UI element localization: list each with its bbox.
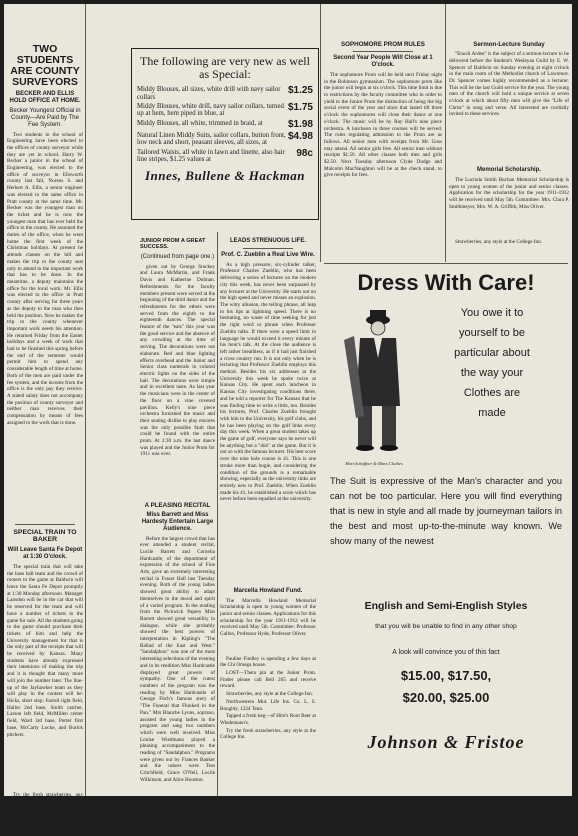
ad-note: that you will be unable to find in any other shop <box>375 623 517 630</box>
ad-store-name: Johnson & Fristoe <box>367 732 525 752</box>
article-title: Memorial Scholarship. <box>476 167 542 174</box>
article-title: A PLEASING RECITAL <box>144 501 211 509</box>
article-body: As a high pressure, six-cylinder talker, Professor Charles Zueblin, who has been delivering a series of lectures on the modern city this week, has never been surpassed by any lecturer at the University. He starts out on the high speed and never misses an explosion. The witty allusion, the telling phrase, all leap to his lips at lightning speed. There is no hesitating, no waste of time seeking for just the right word or phrase when Professor Zueblin talks. If there were a speed limit in language he would exceed it every minute of his hour's talk. At the close the audience is left rather breathless, as if it had just finished a cross country run. It is not only when he is lecturing that Professor Zueblin employs this method. Besides his six addresses at the University this week he spoke twice at Kansas City. He spent each luncheon in Kansas City investigating conditions there, and he told a reporter for The Kansan that he was finding time to write a little, too. Besides his lectures, Prof. Charles Zueblin brought with him to the University, his golf clubs, and he has been playing on the golf links every day this week. When a great student takes up the game of golf, everyone says he never will be anything but a "dub" at the game. But it is not so with the famous lecturer. His best score over the nine hole course is 41. This is one stroke more than bogie, and considering the condition of the grounds is a remarkable showing, especially as the university links are entirely new to Prof. Zueblin. When Zueblin made his 41, he established a score which has never before been equalled at the university. <box>220 261 316 503</box>
ad-headline: Dress With Care! <box>357 270 535 295</box>
article-title: Sermon-Lecture Sunday <box>473 41 545 48</box>
divider <box>243 248 293 249</box>
ad-dress-with-care <box>324 263 568 794</box>
filler-ad: Strawberries, any style at the College Inn. <box>455 239 543 246</box>
divider <box>353 51 413 52</box>
article-body: given out by George Stuckey and Laura McMartin, and Frank Davis and Katherine Dolman. Refreshments for the faculty members present were served at the beginning of the third dance and the refreshments for the others were served from the eighth to the eighteenth dances. The special feature of the "eats" this year was the good service and the absence of any crowding at the time of serving. The decorations were not elaborate. Red and blue lighting effects overhead and the Junior and Senior class numerals in colored electric lights on the sides of the hall. The decorations were simple and in excellent taste. As last year the musicians were in the center of the floor on a vine covered pavilion. Kelly's nine piece orchestra furnished the music and their seating dislike to play encores was the only possible fault that could be found with the entire prom. At 2:30 a.m. the last dance was played and the Junior Prom for 1911 was over. <box>140 263 215 458</box>
newspaper-page <box>4 4 572 805</box>
ad-price: 98c <box>296 147 313 159</box>
ad-item: Middy Blouses, white drill, navy sailor collars, turned up at hem, hem piped in blue, at <box>137 103 284 118</box>
column-zueblin <box>220 235 316 795</box>
ad-price: $4.98 <box>287 130 313 142</box>
ad-prices: $20.00, $25.00 <box>402 690 490 705</box>
article-body: "Enoch Arden" is the subject of a sermon-lecture to be delivered before the Student's Wesleyan Guild by E. W. Spencer of Baldwin on Sunday evening at eight o'clock in the main room of the Methodist church of Lawrence. Dr. Spencer comes highly recommended as a lecturer. This will be the last Guild service for the year. The young men of the church will hold a unique service at seven o'clock at which about fifty men will give the "Life of Christ" in song and verse. All interested are cordially invited to these services. <box>449 51 569 118</box>
man-figure-icon <box>330 306 418 456</box>
tagline-line: the way your <box>460 367 524 379</box>
notice: LOST—Theta pin at the Junior Prom. Finder please call Bell 205 and receive reward. <box>220 670 316 690</box>
notice: Tapped a fresh keg—of Hire's Root Beer at Wiedemann's. <box>220 713 316 726</box>
tagline-line: particular about <box>454 347 530 359</box>
article-title: LEADS STRENUOUS LIFE. <box>229 238 306 244</box>
article-title: Marcella Howland Fund. <box>233 587 303 594</box>
tagline-line: yourself to be <box>458 327 526 339</box>
article-subhead: BECKER AND ELLIS HOLD OFFICE AT HOME. <box>9 91 81 104</box>
ad-special-blouses <box>131 48 319 220</box>
article-title: SOPHOMORE PROM RULES <box>341 41 425 48</box>
ad-prices: $15.00, $17.50, <box>400 668 492 683</box>
column-rule <box>85 4 86 796</box>
ad-styles: English and Semi-English Styles <box>364 600 528 612</box>
ad-signature: Innes, Bullene & Hackman <box>144 168 306 184</box>
tagline-line: You owe it to <box>460 307 524 319</box>
illustration-caption: Hart Schaffner & Marx Clothes <box>345 461 403 466</box>
article-subhead: Prof. C. Zueblin a Real Live Wire. <box>221 251 315 258</box>
ad-price: $1.25 <box>287 85 313 97</box>
column-surveyors <box>7 43 83 805</box>
divider <box>15 524 75 525</box>
ad-price: $1.98 <box>287 118 313 130</box>
article-body: Before the largest crowd that has ever attended a student recital, Lucile Barrett and Cornelia Hardcastle, of the department of expression of the school of Fine Arts, gave an extremely interesting recital in Fraser Hall last Tuesday evening. Both of the young ladies showed great ability to adapt themselves to the mood and spirit of a varied program. In the reading from the Pickwick Papers Miss Barrett showed great versatility in dialogue, while she probably showed the best powers of interpretation in Kipling's "The Ballad of the East and West." "Sandalphon" was one of the most interesting selections of the evening and in its rendition Miss Hardcastle displayed great powers of sympathy. One of the cutest numbers of the program was the reading by Miss Hardcastle of George Fitch's famous story of "The Funeral that Flunked in the Pan." Mrs Blanche Lyons, soprano, assisted the young ladies in the program and sang two numbers which were well received. Miss Louise Wiedmann played a pleasing accompaniment to the reading of "Sandalphon." Programs were given out by Frances Banker and the ushers were Tess Critchfield, Grace O'Neil, Lucile Wilkinson, and Alice Houston. <box>140 535 215 783</box>
article-body: The special train that will take the base ball team and the crowd of rooters to the game at Baldwin will leave the Santa Fe Depot promptly at 1:30 Monday afternoon. Manager Lansdon will be in the car that will be reserved for the team and will have a number of tickets to the game for sale. All the students going to the game should purchase their tickets of him and help the University management for that is the only part of the receipts that will be received by Kansas. Many students have already expressed their intentions of making the trip and it is thought that many more will join the number later. The line-up of the Jayhawker team as they will play in the contest will be: Hicks, short stop; Farrell right field, Hallor 2nd base, Smith catcher, Larson left field, McMillen center field, Ward 3rd base, Porter first base, McCarty Locke, and Burick pitchers. <box>7 563 83 738</box>
gentleman-illustration <box>330 306 418 466</box>
tagline-line: made <box>478 407 506 419</box>
article-title: TWO STUDENTS ARE COUNTY SURVEYORS <box>10 43 80 89</box>
notice: Try the fresh strawberries, any style at the College Inn. <box>220 727 316 741</box>
article-subhead: Becker Youngest Official in County—Are Paid by The Fee System. <box>9 107 81 128</box>
article-subhead: Second Year People Will Close at 1 O'clock. <box>333 55 433 69</box>
tagline-line: Clothes are <box>463 387 521 399</box>
notice: Strawberries, any style at the College Inn. <box>226 691 314 698</box>
article-title: JUNIOR PROM A GREAT SUCCESS. <box>140 238 206 251</box>
article-body: The Lucinda Smith Buchan Memorial Scholarship is open to young women of the junior and senior classes. Application for the scholarship for the year 1911-1912 will be received until May 5th. Committee: Mrs. Clara P. Smithmeyer, Mrs. W. A. Griffith, Miss Oliver. <box>449 177 569 210</box>
filler-ad: Try the fresh strawberries, any style at the College Inn. <box>7 791 83 805</box>
ad-body: The Suit is expressive of the Man's character and you can not be too particular. Here you will find everything that is new in style and all made by journeyman tailors in the best and most up-to-the-minute way known. We show many of the newest <box>330 476 562 546</box>
ad-item: Tailored Waists, all white in lawn and linette, also hair line stripes, $1.25 values at <box>137 148 285 164</box>
article-title: SPECIAL TRAIN TO BAKER <box>13 528 77 544</box>
article-subhead: Will Leave Santa Fe Depot at 1:30 O'clock. <box>7 547 83 561</box>
ad-item: Middy Blouses, all sizes, white drill with navy sailor collars <box>137 86 281 101</box>
article-note: (Continued from page one.) <box>140 253 215 260</box>
ad-item: Middy Blouses, all white, trimmed in braid, at <box>137 119 263 127</box>
column-junior-prom <box>140 235 215 795</box>
ad-heading: The following are very new as well as Special: <box>140 54 310 81</box>
notice: Northwestern Mut. Life Ins. Co. L. S. Boughty, 1224 Tenn. <box>220 698 316 712</box>
column-rule <box>320 4 321 262</box>
ad-item: Natural Linen Middy Suits, sailor collars, button front, low neck and short, peasant sleeves, all sizes, at <box>137 131 286 147</box>
ad-price: $1.75 <box>287 102 313 113</box>
ad-tagline <box>422 306 562 421</box>
article-body: The Marcella Howland Memorial Scholarship is open to young women of the junior and senior classes. Applications for this scholarship for the year 1911-1912 will be received until May 5th. Committee: Professor Galloo, Professor Hyde, Professor Oliver. <box>220 597 316 638</box>
column-sophomore-prom <box>324 38 442 258</box>
column-rule <box>445 4 446 262</box>
article-body: Two students in the school of Engineering have been elected to the offices of county surveyor while they are yet in school. Harry W. Becker a junior in the school of Engineering, was elected to the office of surveyor in Ellsworth county last fall, Noreus S. and Herbert A. Ellis, a senior engineer was elected to the same office in Pratt county at the same time. Mr. Becker was the youngest man on the ticket and he is now the youngest man that has ever held the office in the county. He assumed the duties of the office, when he went home the first week of the Christmas holidays. At present he attends classes on the hill and makes the trip to the county seat only to attend to the important work that has to be done. In the meantime, a deputy maintains the office for the local work. Mr. Ellis was elected to the office in Pratt county after serving for three years as the deputy to the man who then held the position. Now he makes the trip to the county whenever important work needs his attention. He returned Friday from the Easter holidays and a week of work that had to be finished this spring before the end of the semester would permit him to spend any considerable length of time at home. Both of the men are paid under the fee system, and the income from the office is the only pay they receive. A stated salary does not accompany the position of county surveyor and neither man receives their compensation by means of fees assigned to the work that is done. <box>7 131 83 426</box>
notice: Pauline Findley is spending a few days at the Chi Omega house. <box>220 655 316 669</box>
column-rule <box>217 232 218 796</box>
column-sermon-lecture <box>449 38 569 260</box>
article-body: The sophomore Prom will be held next Friday night in the Robinson gymnasium. The sophomore prom like the junior will begin at six o'clock. This time limit is due to restrictions by the faculty committee who in order to yield to the Junior Prom the distinction of being the big social event of the year and since that lasted till three o'clock the sophomores will close their dance at one o'clock. The music will be by Ray Hall's nine piece orchestra. A luncheon in three courses will be served. The rules regulating admission to the Prom are as follows. All senior men with receipts from Mr. Goss may attend. All senior girls free. All senior men without receipts $1.50. All other classes both men and girls $2.50. Next Tuesday afternoon Clyde Dudge and Malcolm MacNaughton will be at the check stand, to give receipts for fees. <box>324 71 442 179</box>
article-subhead: Miss Barrett and Miss Hardesty Entertain Large Audience. <box>141 511 214 532</box>
ad-note: A look will convince you of this fact <box>392 649 500 656</box>
